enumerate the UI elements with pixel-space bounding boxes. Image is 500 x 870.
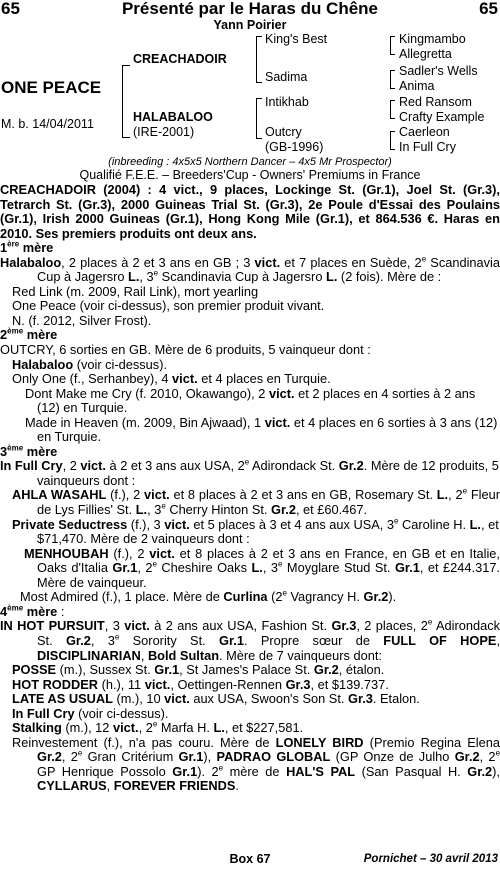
location-date: Pornichet – 30 avril 2013 [363, 853, 498, 865]
ggp-3: Sadler's Wells [399, 64, 478, 78]
ggp-1: Kingmambo [399, 32, 466, 46]
ggp-8: In Full Cry [399, 140, 456, 154]
second-dam-heading: 2ème mère [0, 327, 58, 343]
dam-origin: (IRE-2001) [133, 125, 195, 139]
sire-sire: King's Best [265, 32, 328, 46]
third-dam-heading: 3ème mère [0, 443, 58, 459]
lot-number-left: 65 [1, 0, 20, 18]
produce-one-peace: One Peace (voir ci-dessus), son premier produit vivant. [12, 298, 325, 314]
lot-number-right: 65 [479, 0, 498, 18]
box-number: Box 67 [229, 852, 271, 866]
fourth-dam-entry: IN HOT PURSUIT, 3 vict. à 2 ans aux USA, Fashion St. Gr.3, 2 places, 2e Adirondack St. Gr.2, 3e Sorority St. Gr.1. Propre sœur de FULL OF HOPE, DISCIPLINARIAN, Bold Sultan. Mère de 7 vainqueurs dont: [0, 618, 500, 663]
sire-name: CREACHADOIR [133, 52, 227, 66]
sire-paragraph: CREACHADOIR (2004) : 4 vict., 9 places, Lockinge St. (Gr.1), Joel St. (Gr.3), Tetrarch St. (Gr.3), 2000 Guineas Trial St. (Gr.3), 2e Poule d'Essai des Poulains (Gr.1), Irish 2000 Guineas (Gr.1), Hong Kong Mile (Gr.1), et 864.536 €. Haras en 2010. Ses premiers produits ont deux ans. [0, 182, 500, 241]
produce-red-link: Red Link (m. 2009, Rail Link), mort yearling [12, 283, 259, 299]
pedigree-notes: CREACHADOIR (2004) : 4 vict., 9 places, Lockinge St. (Gr.1), Joel St. (Gr.3), Tetrarch St. (Gr.3), 2000 Guineas Trial St. (Gr.3), 2e Poule d'Essai des Poulains (Gr.1), Irish 2000 Guineas (Gr.1), Hong Kong Mile (Gr.1), et 864.536 €. Haras en 2010. Ses premiers produits ont deux ans. 1ère mère Halabaloo, 2 places à 2 et 3 ans en GB ; 3 vict. et 7 places en Suède, 2e Scandinavia Cup à Jagersro L., 3e Scandinavia Cup à Jagersro L. (2 fois). Mère de : Red Link (m. 2009, Rail Link), mort yearling One Peace (voir ci-dessus), son premier produit vivant. N. (f. 2012, Silver Frost). 2ème mère OUTCRY, 6 sorties en GB. Mère de 6 produits, 5 vainqueur dont : Halabaloo (voir ci-dessus). Only One (f., Serhanbey), 4 vict. et 4 places en Turquie. Dont Make me Cry (f. 2010, Okawango), 2 vict. et 2 places en 4 sorties à 2 ans (12) en Turquie. Made in Heaven (m. 2009, Bin Ajwaad), 1 vict. et 4 places en 6 sorties à 3 ans (12) en Turquie. 3ème mère In Full Cry, 2 vict. à 2 et 3 ans aux USA, 2e Adirondack St. Gr.2. Mère de 12 produits, 5 vainqueurs dont : AHLA WASAHL (f.), 2 vict. et 8 places à 2 et 3 ans en GB, Rosemary St. L., 2e Fleur de Lys Fillies' St. L., 3e Cherry Hinton St. Gr.2, et £60.467. Private Seductress (f.), 3 vict. et 5 places à 3 et 4 ans aux USA, 3e Caroline H. L., et $71,470. Mère de 2 vainqueurs dont : MENHOUBAH (f.), 2 vict. et 8 places à 2 et 3 ans en France, en GB et en Italie, Oaks d'Italia Gr.1, 2e Cheshire Oaks L., 3e Moyglare Stud St. Gr.1, et £244.317. Mère de vainqueur. Most Admired (f.), 1 place. Mère de Curlina (2e Vagrancy H. Gr.2). 4ème mère : IN HOT PURSUIT, 3 vict. à 2 ans aux USA, Fashion St. Gr.3, 2 places, 2e Adirondack St. Gr.2, 3e Sorority St. Gr.1. Propre sœur de FULL OF HOPE, DISCIPLINARIAN, Bold Sultan. Mère de 7 vainqueurs dont: POSSE (m.), Sussex St. Gr.1, St James's Palace St. Gr.2, étalon. HOT RODDER (h.), 11 vict., Oettingen-Rennen Gr.3, et $139.737. LATE AS USUAL (m.), 10 vict. aux USA, Swoon's Son St. Gr.3. Etalon. In Full Cry (voir ci-dessus). Stalking (m.), 12 vict., 2e Marfa H. L., et $227,581. Reinvestement (f.), n'a pas couru. Mère de LONELY BIRD (Premio Regina Elena Gr.2, 2e Gran Critérium Gr.1), PADRAO GLOBAL (GP Onze de Julho Gr.2, 2e GP Henrique Possolo Gr.1). 2e mère de HAL'S PAL (San Pasqual H. Gr.2), CYLLARUS, FOREVER FRIENDS. [0, 182, 500, 794]
dam-sire: Intikhab [265, 95, 309, 109]
dam-dam: Outcry [265, 125, 302, 139]
pedigree-bracket-main [122, 65, 123, 137]
ggp-4: Anima [399, 79, 435, 93]
fourth-dam-heading: 4ème mère : [0, 603, 65, 619]
produce-n-2012: N. (f. 2012, Silver Frost). [12, 312, 152, 328]
ggp-6: Crafty Example [399, 110, 485, 124]
inbreeding-note: (inbreeding : 4x5x5 Northern Dancer – 4x5 Mr Prospector) [108, 156, 392, 168]
ggp-5: Red Ransom [399, 95, 472, 109]
page-title: Présenté par le Haras du Chêne [121, 0, 379, 18]
first-dam-heading: 1ère mère [0, 239, 54, 256]
dam-name: HALABALOO [133, 110, 213, 124]
breeder-name: Yann Poirier [213, 18, 287, 32]
horse-description: M. b. 14/04/2011 [1, 117, 94, 131]
first-dam-entry: Halabaloo, 2 places à 2 et 3 ans en GB ; 3 vict. et 7 places en Suède, 2e Scandinavia Cup à Jagersro L., 3e Scandinavia Cup à Jagersro L. (2 fois). Mère de : [0, 254, 500, 285]
third-dam-entry: In Full Cry, 2 vict. à 2 et 3 ans aux USA, 2e Adirondack St. Gr.2. Mère de 12 produits, 5 vainqueurs dont : [0, 458, 499, 488]
second-dam-entry: OUTCRY, 6 sorties en GB. Mère de 6 produits, 5 vainqueur dont : [0, 342, 371, 358]
sire-dam: Sadima [265, 70, 308, 84]
horse-name: ONE PEACE [1, 78, 102, 97]
qualification-line: Qualifié F.E.E. – Breeders'Cup - Owners' Premiums in France [79, 168, 421, 182]
dam-dam-origin: (GB-1996) [265, 140, 324, 154]
ggp-2: Allegretta [399, 47, 452, 61]
ggp-7: Caerleon [399, 125, 450, 139]
